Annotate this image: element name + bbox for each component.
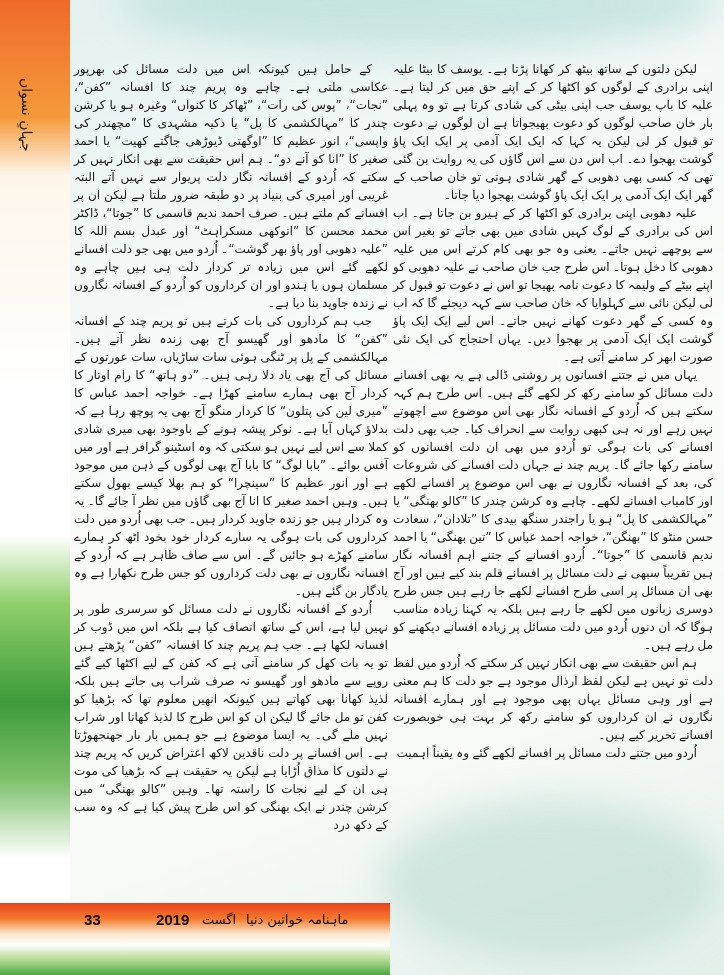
paragraph: لیکن دلتوں کے ساتھ بیٹھ کر کھانا پڑتا ہے۔ یوسف کا بیٹا علیہ اپنی برادری کے لوگوں کو اکٹھا کر کے اپنے حق میں کر لیتا ہے۔ علیہ کا باپ یوسف جب اپنی بیٹی کی شادی کرتا ہے تو وہ پہلی بار خان صاحب لوگوں کو دعوت بھیجواتا ہے ان لوگوں نے دعوت تو قبول کر لی لیکن یہ کہا کہ ایک ایک آدمی پر ایک ایک پاؤ گوشت بھجوا دے۔ اب اس دن سے اس گاؤں کی یہ روایت بن گئی تھی کہ کسی بھی دھوبی کے گھر شادی ہوتی تو خان صاحب کے گھر ایک ایک آدمی پر ایک ایک پاؤ گوشت بھجوا دیا جاتا۔ bbox=[393, 62, 713, 202]
section-title: جہانِ نسواں bbox=[18, 78, 34, 152]
paragraph: علیہ دھوبی اپنی برادری کو اکٹھا کر کے ہیرو بن جاتا ہے۔ اب اس کی برادری کے لوگ کہیں شادی میں بھی جاتے تو بغیر اس سے پوچھے نہیں جاتے۔ یعنی وہ جو بھی کام کرتے اس میں علیہ دھوبی کا دخل ہوتا۔ اس طرح جب خان صاحب نے علیہ دھوبی کو اپنے بیٹے کے ولیمہ کا دعوت نامہ بھیجا تو اس نے دعوت تو قبول کر لی لیکن نائی سے کہلوایا کہ خان صاحب سے کہہ دیجئے گا کہ اب وہ کسی کے گھر دعوت کھانے نہیں جاتے۔ اس لیے ایک ایک پاؤ گوشت ایک ایک آدمی پر بھجوا دیں۔ یہاں احتجاج کی ایک نئی صورت ابھر کر سامنے آتی ہے۔ bbox=[393, 206, 713, 364]
paragraph: اُردو میں جتنے دلت مسائل پر افسانے لکھے گئے وہ یقیناً اہمیت bbox=[396, 746, 697, 760]
issue-year: 2019 bbox=[156, 912, 190, 929]
magazine-name: ماہنامہ خواتین دنیا bbox=[246, 913, 349, 928]
watercolor-wash bbox=[120, 0, 720, 50]
article-column-right bbox=[393, 60, 713, 762]
paragraph: اُردو کے افسانہ نگاروں نے دلت مسائل کو سرسری طور پر نہیں لیا ہے، اس کے ساتھ انصاف کیا ہے بلکہ اس میں ڈوب کر افسانہ لکھا ہے۔ جب ہم پریم چند کا افسانہ ”کفن“ پڑھتے ہیں تو یہ بات کھل کر سامنے آتی ہے کہ کفن کے لیے اکٹھا کیے گئے روپے سے مادھو اور گھیسو نہ صرف شراب پی جاتے ہیں بلکہ لذیذ کھانا بھی کھاتے ہیں کیونکہ انھیں معلوم تھا کہ بڑھیا کو کفن تو مل جائے گا لیکن ان کو اس طرح کا لذیذ کھانا اور شراب نہیں ملے گی۔ یہ ایسا موضوع ہے جو ہمیں بار بار جھنجھوڑتا ہے۔ اس افسانے پر دلت ناقدین لاکھ اعتراض کریں کہ پریم چند نے دلتوں کا مذاق اُڑایا ہے لیکن یہ حقیقت ہے کہ بڑھیا کی موت ہی ان کے لیے نجات کا راستہ تھا۔ وہیں ”کالو بھنگی“ میں کرشن چندر نے ایک بھنگی کو اس طرح پیش کیا ہے کہ وہ سب کے دکھ درد bbox=[74, 602, 388, 832]
issue-month: اگست bbox=[202, 913, 237, 928]
paragraph: ہم اس حقیقت سے بھی انکار نہیں کر سکتے کہ اُردو میں لفظ دلت تو نہیں ہے لیکن لفظ ارذال موجود ہے جو دلت کا ہم معنی ہے اور وہی مسائل یہاں بھی موجود ہے اور ہمارے افسانہ نگاروں نے ان کرداروں کو سامنے رکھ کر بہت ہی خوبصورت افسانے تحریر کیے ہیں۔ bbox=[393, 656, 713, 742]
decorative-flag-strip bbox=[0, 0, 70, 975]
article-column-left bbox=[74, 60, 388, 834]
paragraph: جب ہم کرداروں کی بات کرتے ہیں تو پریم چند کے افسانہ ”کفن“ کا مادھو اور گھیسو آج بھی زندہ نظر آتے ہیں۔ مہالکشمی کے پل پر ٹنگی ہوئی سات ساڑیاں، سات عورتوں کے مسائل کی آج بھی یاد دلا رہی ہیں۔ ”دو ہاتھ“ کا رام اوتار کا کردار آج بھی ہمارے سامنے کھڑا ہے۔ خواجہ احمد عباس کا ”میری لین کی پتلون“ کا کردار منگو آج بھی یہ پوچھ رہا ہے کہ بدلاؤ کہاں آیا ہے۔ نوکر پیشہ ہونے کے باوجود بھی میری شادی کملا سے اس لیے نہیں ہو سکتی کہ وہ اسٹینو گرافر ہے اور میں آفس بوائے۔ ”بابا لوگ“ کا بابا آج بھی لوگوں کے ذہن میں موجود ہے اور انور عظیم کا ”سینچرا“ کو ہم بھلا کیسے بھول سکتے ہیں۔ وہیں احمد صغیر کا انا آج بھی گاؤں میں نظر آ جائے گا۔ یہ وہ کردار ہیں جو زندہ جاوید کردار ہیں۔ جب بھی اُردو میں دلت کرداروں کی بات ہوگی یہ سارے کردار خود بخود اٹھ کر ہمارے سامنے کھڑے ہو جائیں گے۔ اس سے صاف ظاہر ہے کہ اُردو کے افسانہ نگاروں نے بھی دلت کرداروں کو جس طرح نکھارا ہے وہ یادگار بن گئے ہیں۔ bbox=[74, 314, 388, 598]
paragraph: یہاں میں نے جتنے افسانوں پر روشنی ڈالی ہے یہ بھی افسانے دلت مسائل کو سامنے رکھ کر لکھے گئے ہیں۔ اس طرح ہم کہہ سکتے ہیں کہ اُردو کے افسانہ نگار بھی اس موضوع سے اچھوتے نہیں رہے اور نہ ہی کبھی روایت سے انحراف کیا۔ جب بھی دلت افسانے کی بات ہوگی تو اُردو میں بھی ان دلت افسانوں کو سامنے رکھا جائے گا۔ پریم چند نے جہاں دلت افسانے کی شروعات کی، بعد کے افسانہ نگاروں نے بھی اس موضوع پر افسانے لکھے اور کامیاب افسانے لکھے۔ چاہے وہ کرشن چندر کا ”کالو بھنگی“ یا ”مہالکشمی کا پل“ ہو یا راجندر سنگھ بیدی کا ”تلادان“، سعادت حسن منٹو کا ”بھنگن“، خواجہ احمد عباس کا ”تین بھنگی“ یا احمد ندیم قاسمی کا ”جوتا“۔ اُردو افسانے کے جتنے اہم افسانہ نگار ہیں تقریباً سبھی نے دلت مسائل پر افسانے قلم بند کیے ہیں اور آج بھی ان مسائل پر اسی طرح افسانے لکھے جا رہے ہیں جس طرح دوسری زبانوں میں لکھے جا رہے ہیں بلکہ یہ کہنا زیادہ مناسب ہوگا کہ ان دنوں اُردو میں دلت مسائل پر زیادہ افسانے دیکھنے کو مل رہے ہیں۔ bbox=[393, 368, 713, 652]
page-number: 33 bbox=[84, 912, 101, 929]
paragraph: کے حامل ہیں کیونکہ اس میں دلت مسائل کی بھرپور عکاسی ملتی ہے۔ چاہے وہ پریم چند کا افسانہ ”کفن“، ”نجات“، ”پوس کی رات“، ”ٹھاکر کا کنواں“ وغیرہ ہو یا کرشن چندر کا ”مہالکشمی کا پل“ یا ذکیہ مشہدی کا ”مچھندر کی واپسی“، انور عظیم کا ”اوگھتی ڈیوڑھی جاگتے کھیت“ یا احمد صغیر کا ”انا کو آنے دو“۔ ہم اس حقیقت سے بھی انکار نہیں کر سکتے کہ اُردو کے افسانہ نگار دلت پریوار سے نہیں آتے البتہ غریبی اور امیری کی بنیاد پر دو طبقہ ضرور ملتا ہے لیکن ان پر افسانے کم ملتے ہیں۔ صرف احمد ندیم قاسمی کا ”جوتا“، ڈاکٹر محمد محسن کا ”انوکھی مسکراہٹ“ اور عبدل بسم اللہ کا ”علیہ دھوبی اور پاؤ بھر گوشت“۔ اُردو میں بھی جو دلت افسانے لکھے گئے اس میں زیادہ تر کردار دلت ہی ہیں چاہے وہ مسلمان ہوں یا ہندو اور ان کرداروں کو اُردو کے افسانہ نگاروں نے زندہ جاوید بنا دیا ہے۔ bbox=[74, 62, 388, 310]
watercolor-wash bbox=[380, 800, 720, 960]
